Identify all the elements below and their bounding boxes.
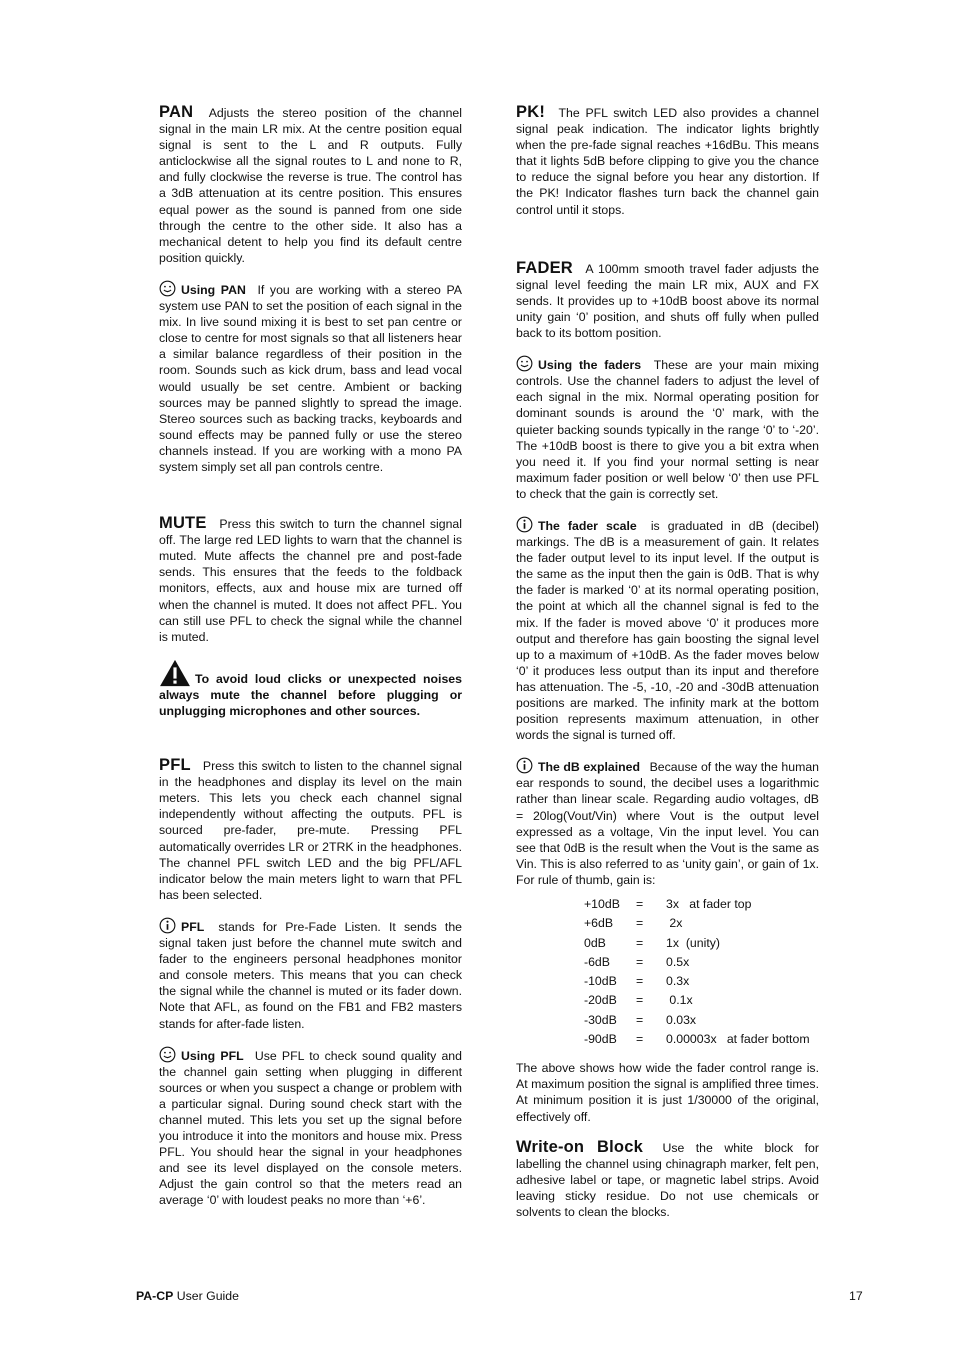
- equals-sign: =: [636, 1012, 644, 1027]
- writeon-heading: Write-on Block: [516, 1137, 643, 1156]
- pk-heading: PK!: [516, 103, 546, 121]
- using-pan-tip: [159, 280, 462, 475]
- footer-product: PA-CP: [136, 1289, 174, 1303]
- pan-heading: PAN: [159, 103, 194, 121]
- equals-sign: =: [636, 974, 644, 989]
- gain-level: 0dB: [584, 935, 606, 950]
- using-faders-tip: [516, 355, 819, 502]
- page-number: 17: [849, 1289, 863, 1303]
- gain-value: 2x: [666, 916, 683, 931]
- warning-icon: [159, 659, 191, 687]
- table-row: [584, 1031, 810, 1050]
- pk-section: [516, 104, 819, 218]
- gain-value: 0.1x: [666, 993, 693, 1008]
- gain-level: +10dB: [584, 897, 620, 912]
- range-text: The above shows how wide the fader control range is. At maximum position the signal is amplified three times. At minimum position it is just 1/30000 of the original, effectively off.: [516, 1061, 819, 1124]
- writeon-section: [516, 1139, 819, 1220]
- equals-sign: =: [636, 954, 644, 969]
- equals-sign: =: [636, 1032, 644, 1046]
- gain-level: -90dB: [584, 1032, 617, 1046]
- pfl-info-note: [159, 917, 462, 1032]
- gain-value: 3x at fader top: [666, 897, 752, 912]
- using-pfl-label: Using PFL: [181, 1048, 244, 1063]
- pfl-text: Press this switch to listen to the channel signal in the headphones and display its level on the main meters. This lets you check each channel signal independently without affecting the outputs. PFL is sourced pre-fader, pre-mute. Pressing PFL automatically overrides LR or 2TRK in the headphones. The channel PFL switch LED and the big PFL/AFL indicator below the main meters light to warn that PFL has been selected.: [159, 759, 462, 902]
- pfl-heading: PFL: [159, 756, 191, 775]
- using-pan-label: Using PAN: [181, 282, 246, 297]
- db-explained-label: The dB explained: [538, 760, 641, 775]
- db-explained-text: Because of the way the human ear responds to sound, the decibel uses a logarithmic rather than linear scale. Regarding audio voltages, dB = 20log(Vout/Vin) where Vout is the output level expressed as a voltage, Vin the input level. You can see that 0dB is the result when the Vout is the same as Vin. This is also referred to as ‘unity gain’, or gain of 1x. For rule of thumb, gain is:: [516, 760, 819, 887]
- smiley-icon: [516, 355, 533, 372]
- fader-scale-label: The fader scale: [538, 518, 637, 533]
- right-column: [516, 104, 819, 1220]
- equals-sign: =: [636, 935, 644, 950]
- gain-level: -10dB: [584, 974, 617, 989]
- mute-section: [159, 515, 462, 645]
- pan-section: [159, 104, 462, 266]
- info-icon: [516, 516, 533, 533]
- fader-scale-note: [516, 516, 819, 743]
- pan-text: Adjusts the stereo position of the channel signal in the main LR mix. At the centre position equal signal is sent to the L and R outputs. Fully anticlockwise all the signal routes to L and none to R, and fully clockwise the reverse is true. The control has a 3dB attenuation at its centre position. This ensures equal power as the sound is panned from one side through the centre to the other side. It also has a mechanical detent to help you find its default centre position quickly.: [159, 106, 463, 265]
- mute-warning: [159, 659, 462, 719]
- gain-level: +6dB: [584, 916, 614, 931]
- using-pfl-tip: [159, 1046, 462, 1209]
- footer-guide-title: [136, 1289, 239, 1303]
- gain-level: -6dB: [584, 954, 610, 969]
- mute-warning-text: To avoid loud clicks or unexpected noises always mute the channel before plugging or unplugging microphones and other sources.: [159, 671, 462, 718]
- fader-section: [516, 260, 819, 341]
- gain-table: [584, 896, 810, 1050]
- table-row: [584, 915, 810, 934]
- pfl-info-text: stands for Pre-Fade Listen. It sends the signal taken just before the channel mute switch and fader to the engineers personal headphones monitor and console meters. This means that you can check the signal while the channel is muted or its fader down. Note that AFL, as found on the FB1 and FB2 masters stands for after-fade listen.: [159, 919, 462, 1031]
- gain-level: -20dB: [584, 993, 617, 1008]
- writeon-text: Use the white block for labelling the channel using chinagraph marker, felt pen, adhesive label or tape, or magnetic label strips. Avoid leaving sticky residue. Do not use chemicals or solvents to clean the blocks.: [516, 1140, 819, 1220]
- info-icon: [159, 917, 176, 934]
- footer-guide: User Guide: [173, 1289, 239, 1303]
- gain-value: 0.3x: [666, 974, 690, 989]
- equals-sign: =: [636, 993, 644, 1008]
- gain-level: -30dB: [584, 1012, 617, 1027]
- table-row: [584, 896, 810, 915]
- using-pan-text: If you are working with a stereo PA system use PAN to set the position of each signal in the mix. In live sound mixing it is best to set pan centre or close to centre for most signals so that all listeners hear a similar balance regardless of their position in the room. Sounds such as kick drum, bass and lead vocal would usually be set centre. Ambient or backing sources may be panned slightly to spread the image. Stereo sources such as backing tracks, keyboards and sound effects may be panned fully or use the stereo channels instead. If you are working with a mono PA system simply set all pan controls centre.: [159, 282, 462, 474]
- equals-sign: =: [636, 897, 644, 912]
- gain-value: 0.00003x at fader bottom: [666, 1032, 810, 1046]
- using-pfl-text: Use PFL to check sound quality and the channel gain setting when plugging in different sources or when you suspect a change or problem with a particular signal. During sound check start with the channel muted. This lets you set up the signal before you introduce it into the monitors and house mix. Press PFL. You should hear the signal in your headphones and see its level displayed on the console meters. Adjust the gain control so that the meters read an average ‘0’ with loudest peaks no more than ‘+6’.: [159, 1048, 462, 1208]
- using-faders-text: These are your main mixing controls. Use the channel faders to adjust the level of each signal in the mix. Normal operating position for dominant sounds is around the ‘0’ mark, with the quieter backing sounds typically in the range ‘0’ to ‘-20’. The +10dB boost is there to give you a bit extra when you need it. If you find your normal setting is near maximum fader position or well below ‘0’ then use PFL to check that the gain is correctly set.: [516, 358, 819, 501]
- gain-value: 1x (unity): [666, 935, 720, 950]
- pfl-section: [159, 757, 462, 903]
- left-column: [159, 104, 462, 1209]
- table-row: [584, 935, 810, 954]
- table-row: [584, 1012, 810, 1031]
- gain-value: 0.5x: [666, 954, 690, 969]
- smiley-icon: [159, 1046, 176, 1063]
- table-row: [584, 973, 810, 992]
- table-row: [584, 992, 810, 1011]
- db-explained-note: [516, 757, 819, 888]
- fader-scale-text: is graduated in dB (decibel) markings. The dB is a measurement of gain. It relates the fader output level to its input level. If the output is the same as the input then the gain is 0dB. That is why the fader is marked ‘0’ at its normal operating position, the point at which all the channel signal is fed to the mix. If the fader is moved above ‘0’ it produces more output and therefore has gain boosting the signal level up to a maximum of +10dB. As the fader moves below ‘0’ it produces less output than its input and therefore has attenuation. The -5, -10, -20 and -30dB attenuation positions are marked. The infinity mark at the bottom position represents maximum attenuation, in other words the signal is turned off.: [516, 518, 820, 743]
- fader-heading: FADER: [516, 258, 573, 277]
- smiley-icon: [159, 280, 176, 297]
- fader-text: A 100mm smooth travel fader adjusts the signal level feeding the main LR mix, AUX and FX sends. It provides up to +10dB boost above its normal unity gain ‘0’ position, and shuts off fully when pulled back to its bottom position.: [516, 261, 819, 341]
- equals-sign: =: [636, 916, 644, 931]
- mute-text: Press this switch to turn the channel signal off. The large red LED lights to warn that the channel is muted. Mute affects the channel pre and post-fade sends. This ensures that the feeds to the foldback monitors, effects, aux and house mix are turned off when the channel is muted. It does not affect PFL. You can still use PFL to check the signal while the channel is muted.: [159, 517, 462, 644]
- mute-heading: MUTE: [159, 514, 207, 533]
- pfl-info-label: PFL: [181, 919, 205, 934]
- pk-text: The PFL switch LED also provides a channel signal peak indication. The indicator lights brightly when the pre-fade signal reaches +16dBu. This means that it lights 5dB before clipping to give you the chance to reduce the signal before you hear any distortion. If the PK! Indicator flashes turn back the channel gain control until it stops.: [516, 106, 819, 217]
- gain-value: 0.03x: [666, 1012, 697, 1027]
- info-icon: [516, 757, 533, 774]
- table-row: [584, 954, 810, 973]
- using-faders-label: Using the faders: [538, 358, 642, 373]
